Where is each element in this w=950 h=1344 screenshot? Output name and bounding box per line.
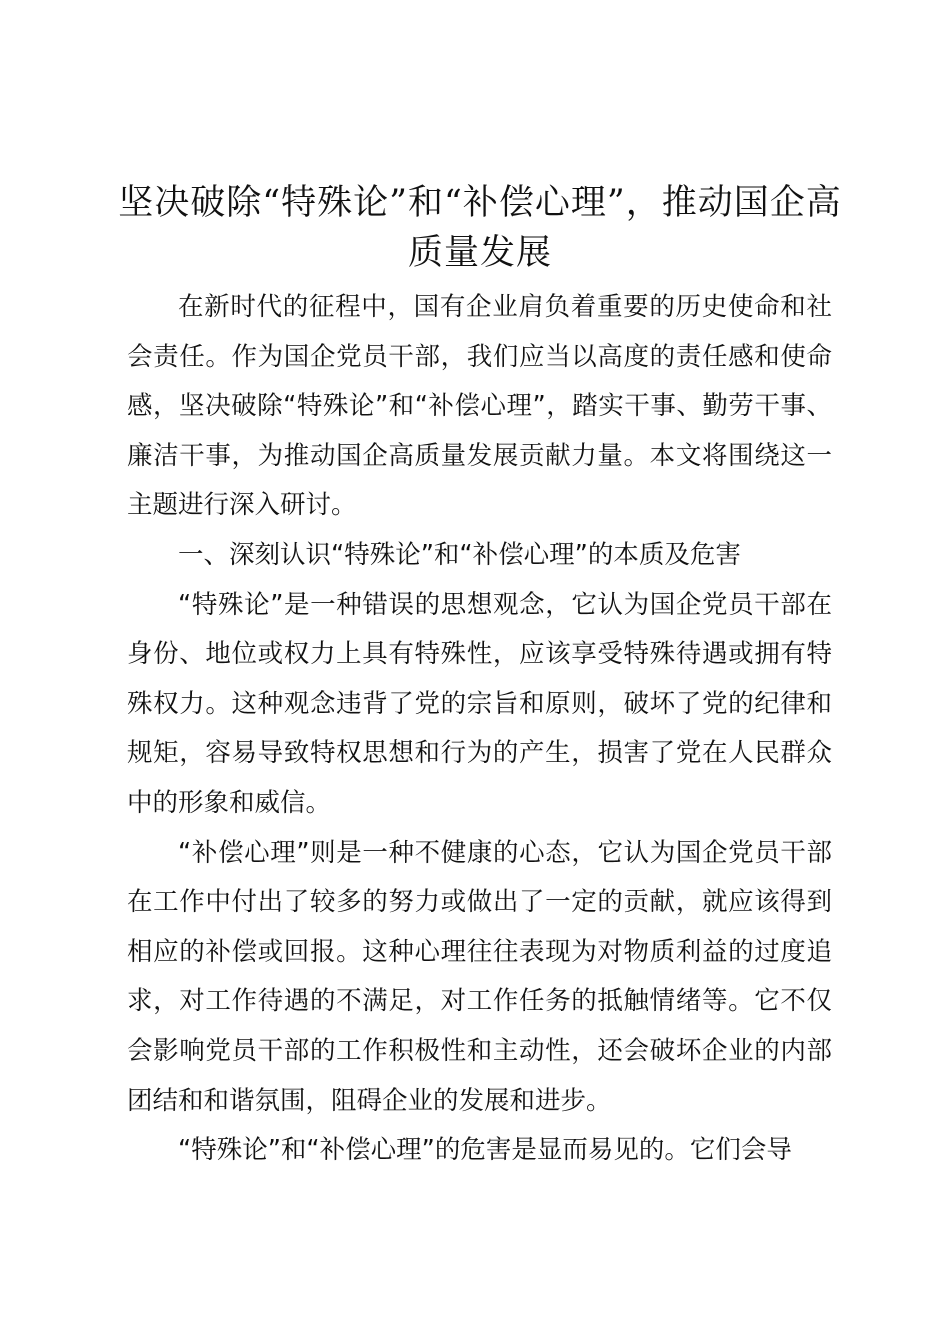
section-heading-1: 一、深刻认识“特殊论”和“补偿心理”的本质及危害	[178, 539, 741, 570]
paragraph-compensation-mentality: “补偿心理”则是一种不健康的心态，它认为国企党员干部在工作中付出了较多的努力或做出了一定的贡献，就应该得到相应的补偿或回报。这种心理往往表现为对物质利益的过度追求，对工作待遇的不满足，对工作任务的抵触情绪等。它不仅会影响党员干部的工作积极性和主动性，还会破坏企业的内部团结和和谐氛围，阻碍企业的发展和进步。	[127, 837, 832, 1116]
document-body	[127, 283, 832, 1176]
paragraph-harm: “特殊论”和“补偿心理”的危害是显而易见的。它们会导	[178, 1135, 792, 1166]
document-title: 坚决破除“特殊论”和“补偿心理”，推动国企高质量发展	[118, 183, 842, 273]
paragraph-special-theory: “特殊论”是一种错误的思想观念，它认为国企党员干部在身份、地位或权力上具有特殊性，应该享受特殊待遇或拥有特殊权力。这种观念违背了党的宗旨和原则，破坏了党的纪律和规矩，容易导致特权思想和行为的产生，损害了党在人民群众中的形象和威信。	[127, 589, 832, 818]
paragraph-intro: 在新时代的征程中，国有企业肩负着重要的历史使命和社会责任。作为国企党员干部，我们应当以高度的责任感和使命感，坚决破除“特殊论”和“补偿心理”，踏实干事、勤劳干事、廉洁干事，为推动国企高质量发展贡献力量。本文将围绕这一主题进行深入研讨。	[127, 292, 832, 521]
